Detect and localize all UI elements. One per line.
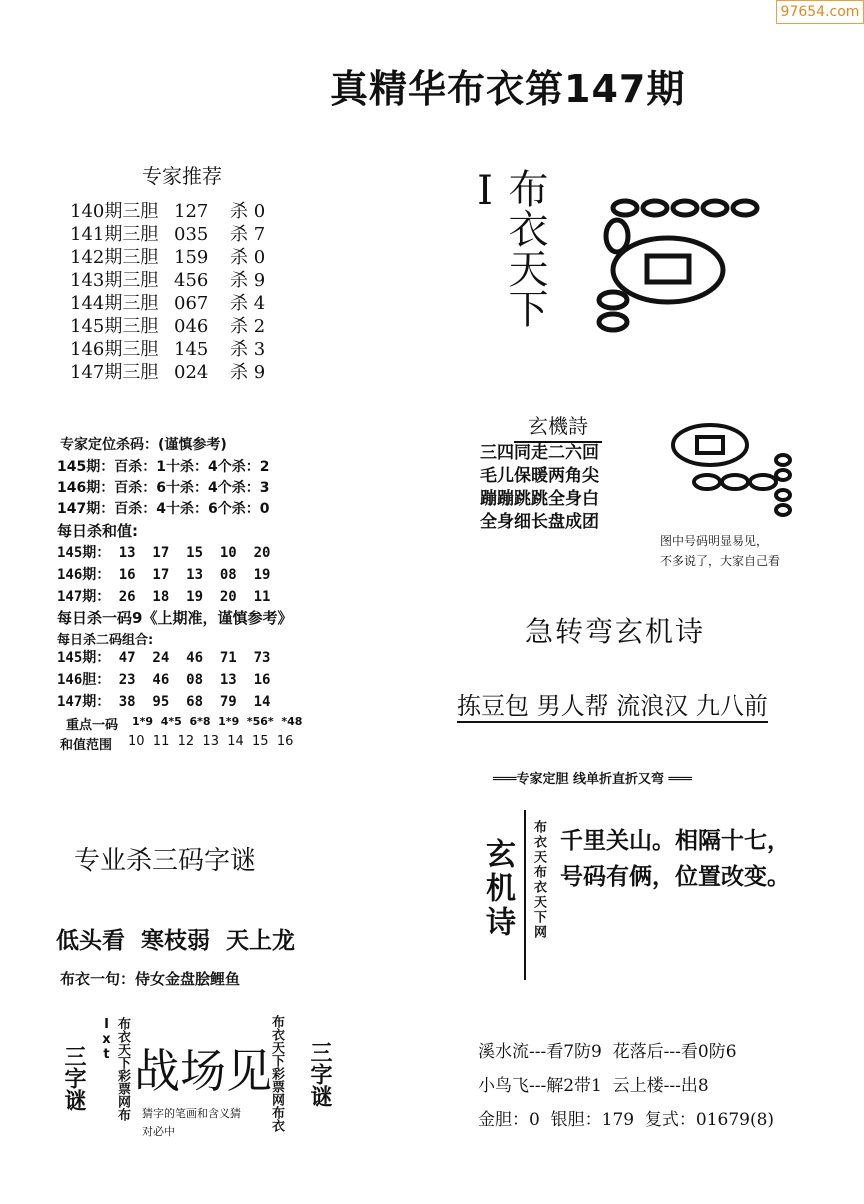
site-watermark: 97654.com bbox=[776, 0, 864, 24]
key-values: 1*9 4*5 6*8 1*9 *56* *48 bbox=[132, 715, 303, 728]
page-title: 真精华布衣第147期 bbox=[330, 67, 686, 111]
two-code-row: 146胆： 23 46 08 13 16 bbox=[57, 672, 271, 688]
expert-row-nums: 159 bbox=[174, 247, 209, 268]
range-values: 10 11 12 13 14 15 16 bbox=[128, 734, 294, 749]
expert-row-nums: 145 bbox=[174, 339, 209, 360]
expert-row-kill: 杀 9 bbox=[230, 362, 266, 383]
xuanji-line: 全身细长盘成团 bbox=[480, 512, 599, 532]
expert-row-period: 145期三胆 bbox=[70, 316, 159, 337]
xuanji-line: 蹦蹦跳跳全身白 bbox=[480, 489, 599, 509]
expert-row bbox=[70, 361, 290, 384]
expert-row bbox=[70, 200, 290, 223]
battle-panel bbox=[52, 1005, 352, 1165]
zimi-panel bbox=[52, 830, 352, 990]
battle-left-label: 三字谜 bbox=[61, 1045, 86, 1111]
xuanji-poem-line: 号码有俩，位置改变。 bbox=[560, 864, 790, 890]
expert-rows bbox=[70, 200, 290, 384]
expert-row-period: 140期三胆 bbox=[70, 201, 159, 222]
expert-row bbox=[70, 223, 290, 246]
expert-heading: 专家推荐 bbox=[142, 164, 222, 188]
stream-panel bbox=[470, 1025, 815, 1145]
xuanji-poem-panel bbox=[470, 810, 815, 1000]
expert-row-period: 141期三胆 bbox=[70, 224, 159, 245]
jizhuanwan-panel bbox=[455, 600, 815, 790]
expert-row-nums: 456 bbox=[174, 270, 209, 291]
expert-row bbox=[70, 269, 290, 292]
position-kill-row: 146期：百杀：6十杀：4个杀：3 bbox=[57, 480, 270, 496]
expert-row-period: 147期三胆 bbox=[70, 362, 159, 383]
expert-row-period: 143期三胆 bbox=[70, 270, 159, 291]
xuanji-line: 毛儿保暖两角尖 bbox=[480, 466, 599, 486]
expert-row bbox=[70, 315, 290, 338]
two-code-heading: 每日杀二码组合: bbox=[57, 633, 154, 648]
buyi-panel bbox=[455, 160, 815, 370]
expert-row-nums: 067 bbox=[174, 293, 209, 314]
zimi-heading: 专业杀三码字谜 bbox=[74, 846, 257, 876]
xuanji-poem-label: 玄机诗 bbox=[480, 838, 515, 940]
xuanji-line: 三四同走二六回 bbox=[480, 443, 599, 463]
expert-row-kill: 杀 7 bbox=[230, 224, 266, 245]
jizhuanwan-line: 拣豆包 男人帮 流浪汉 九八前 bbox=[457, 686, 768, 723]
divider bbox=[524, 810, 526, 980]
expert-row-nums: 046 bbox=[174, 316, 209, 337]
two-code-row: 145期： 47 24 46 71 73 bbox=[57, 650, 271, 666]
expert-row-kill: 杀 4 bbox=[230, 293, 266, 314]
battle-left-side: 布衣天下彩票网布Ixt bbox=[99, 1017, 130, 1121]
xuanji-caption: 不多说了，大家自己看 bbox=[660, 554, 781, 568]
battle-right-label: 三字谜 bbox=[307, 1041, 332, 1107]
xuanji-heading: 玄機詩 bbox=[514, 410, 602, 443]
one-code: 每日杀一码9《上期准，谨慎参考》 bbox=[57, 609, 293, 627]
position-kill-row: 147期：百杀：4十杀：6个杀：0 bbox=[57, 501, 270, 517]
key-label: 重点一码 bbox=[66, 718, 119, 733]
sum-heading: 每日杀和值: bbox=[57, 522, 138, 540]
expert-row-kill: 杀 3 bbox=[230, 339, 266, 360]
expert-panel bbox=[52, 160, 288, 382]
stream-line: 金胆：0 银胆：179 复式：01679(8) bbox=[478, 1110, 775, 1130]
expert-row-period: 146期三胆 bbox=[70, 339, 159, 360]
zimi-sentence: 布衣一句：侍女金盘脍鲤鱼 bbox=[60, 970, 241, 988]
coin-puzzle-image bbox=[585, 190, 795, 340]
stream-line: 溪水流---看7防9 花落后---看0防6 bbox=[478, 1042, 737, 1062]
jizhuanwan-sub: ═══专家定胆 线单折直折又弯 ═══ bbox=[493, 772, 693, 787]
xuanji-poem-line: 千里关山。相隔十七， bbox=[560, 828, 790, 854]
range-label: 和值范围 bbox=[60, 738, 113, 753]
expert-row bbox=[70, 292, 290, 315]
expert-row-nums: 024 bbox=[174, 362, 209, 383]
expert-row-period: 142期三胆 bbox=[70, 247, 159, 268]
expert-row bbox=[70, 246, 290, 269]
expert-row-kill: 杀 0 bbox=[230, 201, 266, 222]
expert-row-nums: 035 bbox=[174, 224, 209, 245]
expert-row bbox=[70, 338, 290, 361]
battle-hint: 猜字的笔画和含义猜 bbox=[142, 1107, 241, 1120]
sum-row: 146期： 16 17 13 08 19 bbox=[57, 567, 271, 583]
xuanji-poem-side: 布衣天布衣天下网 bbox=[531, 820, 546, 940]
sum-row: 145期： 13 17 15 10 20 bbox=[57, 545, 271, 561]
battle-hint: 对必中 bbox=[142, 1125, 175, 1138]
zimi-riddle: 低头看 寒枝弱 天上龙 bbox=[56, 928, 296, 954]
coin-puzzle-image-2 bbox=[665, 420, 805, 520]
battle-center: 战场见 bbox=[134, 1044, 272, 1098]
two-code-row: 147期： 38 95 68 79 14 bbox=[57, 694, 271, 710]
position-kill-row: 145期：百杀：1十杀：4个杀：2 bbox=[57, 459, 270, 475]
stream-line: 小鸟飞---解2带1 云上楼---出8 bbox=[478, 1076, 709, 1096]
buyi-vertical-text: 布衣天下I bbox=[462, 168, 548, 328]
xuanji-caption: 图中号码明显易见， bbox=[660, 534, 769, 548]
position-kill-heading: 专家定位杀码：(谨慎参考) bbox=[60, 437, 227, 453]
jizhuanwan-heading: 急转弯玄机诗 bbox=[525, 615, 706, 648]
expert-row-kill: 杀 9 bbox=[230, 270, 266, 291]
battle-right-side: 布衣天下彩票网布衣 bbox=[269, 1015, 284, 1132]
expert-row-kill: 杀 2 bbox=[230, 316, 266, 337]
expert-row-kill: 杀 0 bbox=[230, 247, 266, 268]
expert-row-nums: 127 bbox=[174, 201, 209, 222]
sum-row: 147期： 26 18 19 20 11 bbox=[57, 589, 271, 605]
position-kill-panel bbox=[52, 430, 352, 755]
xuanji-panel bbox=[470, 410, 815, 575]
expert-row-period: 144期三胆 bbox=[70, 293, 159, 314]
